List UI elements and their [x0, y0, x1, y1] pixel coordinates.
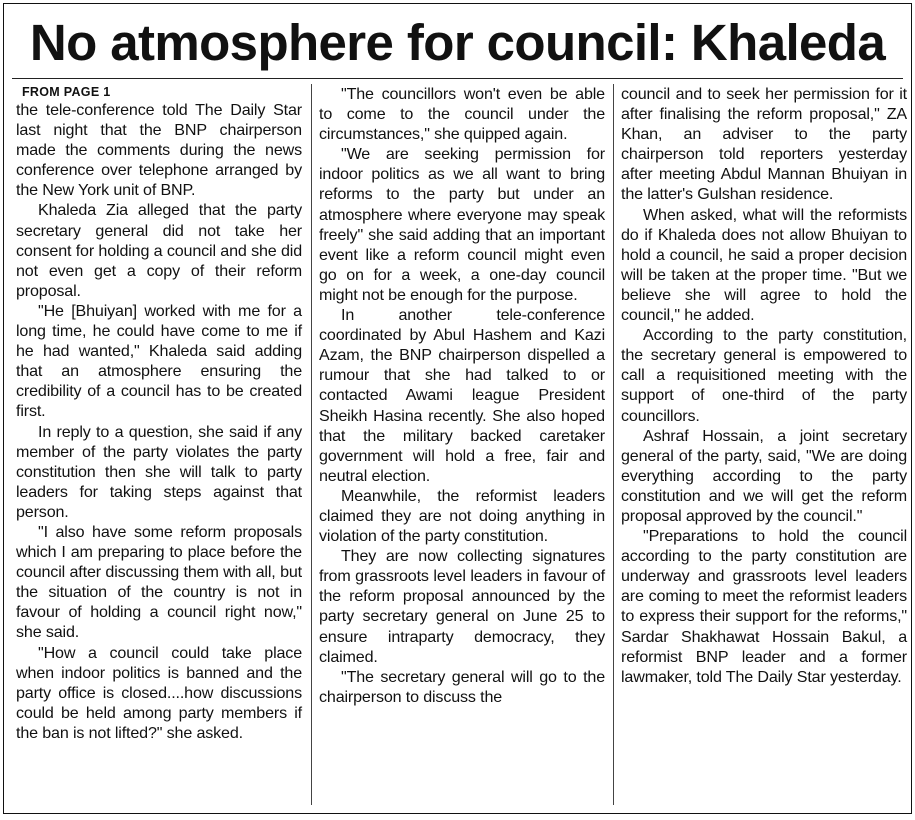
paragraph: "We are seeking permission for indoor politics as we all want to bring reforms to the party but under an atmosphere where everyone may speak freely" she said adding that an important event like a reform council might even go on for a week, a one-day council might not be enough for the purpose.: [319, 145, 605, 304]
from-page-label: FROM PAGE 1: [22, 85, 111, 99]
paragraph: Khaleda Zia alleged that the party secretary general did not take her consent for holding a council and she did not even get a copy of their reform proposal.: [16, 201, 302, 300]
article-column-3: [621, 84, 907, 687]
paragraph: Ashraf Hossain, a joint secretary general of the party, said, "We are doing everything according to the party constitution and we will get the reform proposal approved by the council.": [621, 426, 907, 525]
paragraph: "How a council could take place when indoor politics is banned and the party office is closed....how discussions could be held among party members if the ban is not lifted?" she asked.: [16, 643, 302, 742]
paragraph: council and to seek her permission for it after finalising the reform proposal," ZA Khan, an adviser to the party chairperson told reporters yesterday after meeting Abdul Mannan Bhuiyan in the latter's Gulshan residence.: [621, 85, 907, 204]
paragraph: the tele-conference told The Daily Star last night that the BNP chairperson made the comments during the news conference over telephone arranged by the New York unit of BNP.: [16, 101, 302, 200]
paragraph: "I also have some reform proposals which I am preparing to place before the council after discussing them with all, but the situation of the country is not in favour of holding a council right now," she said.: [16, 522, 302, 642]
headline: No atmosphere for council: Khaleda: [29, 14, 886, 71]
paragraph: They are now collecting signatures from grassroots level leaders in favour of the reform proposal announced by the party secretary general on June 25 to ensure intraparty democracy, they claimed.: [319, 547, 605, 666]
paragraph: In reply to a question, she said if any member of the party violates the party constitution then she will talk to party leaders for taking steps against that person.: [16, 422, 302, 521]
headline-rule: [12, 78, 903, 79]
paragraph: "The councillors won't even be able to come to the council under the circumstances," she quipped again.: [319, 85, 605, 144]
paragraph: In another tele-conference coordinated by Abul Hashem and Kazi Azam, the BNP chairperson dispelled a rumour that she had talked to or contacted Awami league President Sheikh Hasina recently. She also hoped that the military backed caretaker government will hold a free, fair and neutral election.: [319, 306, 605, 485]
paragraph: "He [Bhuiyan] worked with me for a long time, he could have come to me if he had wanted," Khaleda said adding that an atmosphere ensuring the credibility of a council has to be created first.: [16, 301, 302, 421]
paragraph: When asked, what will the reformists do if Khaleda does not allow Bhuiyan to hold a council, he said a proper decision will be taken at the proper time. "But we believe she will agree to hold the council," he added.: [621, 205, 907, 325]
newspaper-clipping: [3, 3, 912, 814]
column-divider: [613, 84, 614, 805]
paragraph: "Preparations to hold the council according to the party constitution are underway and grassroots level leaders are coming to meet the reformist leaders to express their support for the reforms," Sardar Shakhawat Hossain Bakul, a reformist BNP leader and a former lawmaker, told The Daily Star yesterday.: [621, 527, 907, 686]
paragraph: Meanwhile, the reformist leaders claimed they are not doing anything in violation of the party constitution.: [319, 486, 605, 546]
paragraph: According to the party constitution, the secretary general is empowered to call a requisitioned meeting with the support of one-third of the party councillors.: [621, 326, 907, 425]
article-column-2: [319, 84, 605, 707]
column-divider: [311, 84, 312, 805]
article-column-1: [16, 84, 302, 743]
paragraph: "The secretary general will go to the chairperson to discuss the: [319, 667, 605, 706]
